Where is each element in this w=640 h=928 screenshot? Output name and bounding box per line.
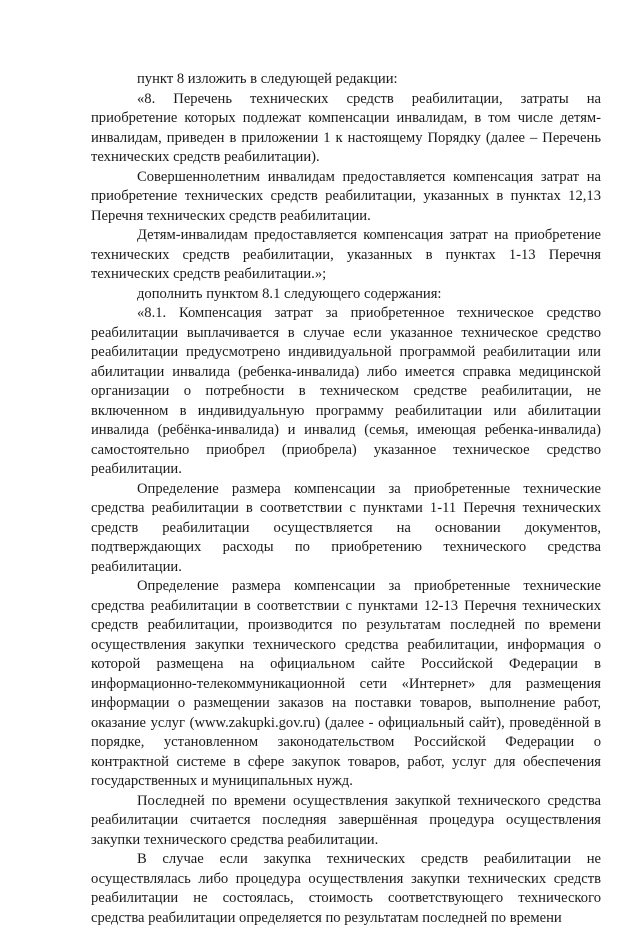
- paragraph-disabled-children: Детям-инвалидам предоставляется компенсация затрат на приобретение технических средств реабилитации, указанных в пунктах 1-13 Перечня технических средств реабилитации.»;: [91, 227, 601, 282]
- paragraph-compensation-12-13: Определение размера компенсации за приобретенные технические средства реабилитации в соответствии с пунктами 12-13 Перечня технических средств реабилитации, производится по результатам последней по времени осуществления закупки технического средства реабилитации, информация о которой размещена на официальном сайте Российской Федерации в информационно-телекоммуникационной сети «Интернет» для размещения информации о размещении заказов на поставки товаров, выполнение работ, оказание услуг (www.zakupki.gov.ru) (далее - официальный сайт), проведённой в порядке, установленном законодательством Российской Федерации о контрактной системе в сфере закупок товаров, работ, услуг для обеспечения государственных и муниципальных нужд.: [91, 578, 601, 789]
- paragraph-point-8-1: «8.1. Компенсация затрат за приобретенное техническое средство реабилитации выплачивается в случае если указанное техническое средство реабилитации предусмотрено индивидуальной программой реабилитации или абилитации инвалида (ребенка-инвалида) либо имеется справка медицинской организации о потребности в техническом средстве реабилитации, не включенном в индивидуальную программу реабилитации или абилитации инвалида (ребёнка-инвалида) и инвалид (семья, имеющая ребенка-инвалида) самостоятельно приобрел (приобрела) указанное техническое средство реабилитации.: [91, 305, 601, 477]
- paragraph-no-procurement: В случае если закупка технических средств реабилитации не осуществлялась либо процедура осуществления закупки технических средств реабилитации не состоялась, стоимость соответствующего технического средства реабилитации определяется по результатам последней по времени: [91, 851, 601, 926]
- paragraph-point-8-list: «8. Перечень технических средств реабилитации, затраты на приобретение которых подлежат компенсации инвалидам, в том числе детям-инвалидам, приведен в приложении 1 к настоящему Порядку (далее – Перечень технических средств реабилитации).: [91, 90, 601, 165]
- document-body: [91, 70, 601, 928]
- paragraph-adult-disabled: Совершеннолетним инвалидам предоставляется компенсация затрат на приобретение технических средств реабилитации, указанных в пунктах 12,13 Перечня технических средств реабилитации.: [91, 168, 601, 224]
- paragraph-last-procurement: Последней по времени осуществления закупкой технического средства реабилитации считается последняя завершённая процедура осуществления закупки технического средства реабилитации.: [91, 792, 601, 848]
- paragraph-amend-point-8: пункт 8 изложить в следующей редакции:: [137, 71, 398, 87]
- paragraph-add-point-8-1: дополнить пунктом 8.1 следующего содержания:: [137, 285, 442, 302]
- paragraph-compensation-1-11: Определение размера компенсации за приобретенные технические средства реабилитации в соответствии с пунктами 1-11 Перечня технических средств реабилитации осуществляется на основании документов, подтверждающих расходы по приобретению технического средства реабилитации.: [91, 480, 601, 575]
